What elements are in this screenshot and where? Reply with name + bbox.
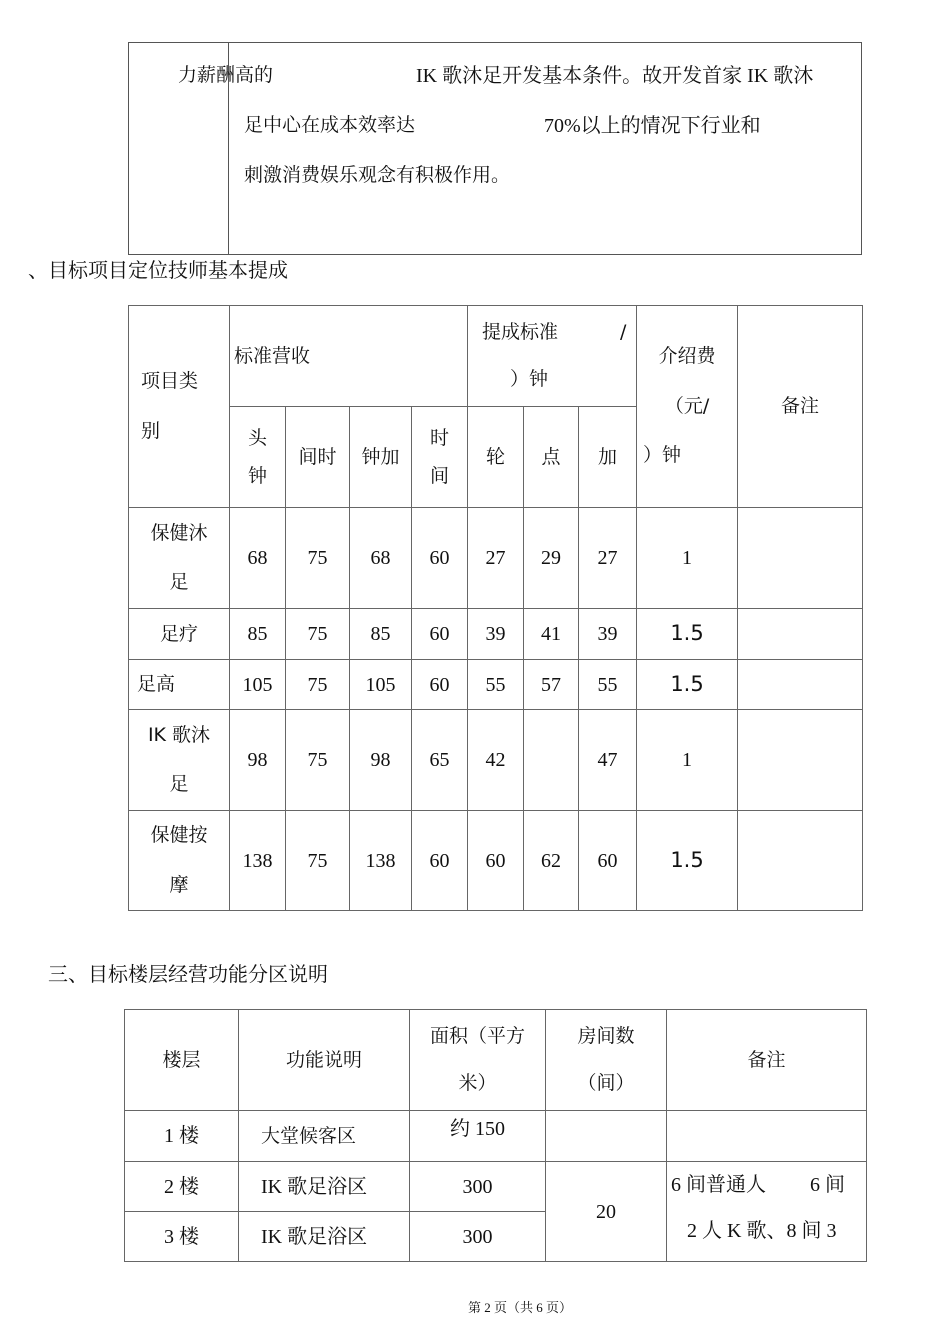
- value-cell: [524, 710, 579, 811]
- value-cell: 60: [412, 609, 468, 660]
- value-cell: 29: [524, 508, 579, 609]
- note-cell: [738, 508, 863, 609]
- commission-table: [128, 305, 863, 911]
- section2-title: 、目标项目定位技师基本提成: [28, 258, 288, 282]
- subheader-interval: 间时: [286, 407, 350, 508]
- intro-fee-cell: 1: [637, 508, 738, 609]
- function-cell: 大堂候客区: [239, 1111, 410, 1162]
- value-cell: 57: [524, 660, 579, 710]
- area-cell: 300: [410, 1162, 546, 1212]
- value-cell: 75: [286, 508, 350, 609]
- floor-cell: 2 楼: [125, 1162, 239, 1212]
- value-cell: 75: [286, 609, 350, 660]
- value-cell: 60: [412, 811, 468, 911]
- value-cell: 98: [350, 710, 412, 811]
- item-name-cell: 足高: [129, 660, 230, 710]
- top-line2-a: 足中心在成本效率达: [244, 114, 416, 136]
- value-cell: 138: [230, 811, 286, 911]
- intro-fee-cell: 1.5: [637, 609, 738, 660]
- item-name-cell: 保健沐 足: [129, 508, 230, 609]
- value-cell: 138: [350, 811, 412, 911]
- page-footer: 第 2 页（共 6 页）: [468, 1300, 573, 1315]
- header-note-s3: 备注: [667, 1010, 867, 1111]
- value-cell: 62: [524, 811, 579, 911]
- area-cell: 约 150: [410, 1111, 546, 1162]
- value-cell: 68: [350, 508, 412, 609]
- top-line1-a: 力薪酬高的: [178, 64, 274, 86]
- subheader-time: 时 间: [412, 407, 468, 508]
- floor-function-table: [124, 1009, 867, 1262]
- value-cell: 39: [468, 609, 524, 660]
- value-cell: 55: [579, 660, 637, 710]
- table-row: [129, 609, 863, 660]
- item-name-cell: IK 歌沐 足: [129, 710, 230, 811]
- function-cell: IK 歌足浴区: [239, 1162, 410, 1212]
- table-row: [129, 811, 863, 911]
- header-floor: 楼层: [125, 1010, 239, 1111]
- note-cell: [738, 609, 863, 660]
- top-line3: 刺激消费娱乐观念有积极作用。: [244, 164, 511, 186]
- note-cell: [738, 811, 863, 911]
- value-cell: 75: [286, 710, 350, 811]
- subheader-head-clock: 头 钟: [230, 407, 286, 508]
- top-line1-b: IK 歌沐足开发基本条件。故开发首家 IK 歌沐: [416, 65, 814, 87]
- value-cell: 42: [468, 710, 524, 811]
- value-cell: 105: [230, 660, 286, 710]
- subheader-rotation: 轮: [468, 407, 524, 508]
- header-intro-fee: 介绍费 （元/ ）钟: [637, 306, 738, 508]
- floor-cell: 3 楼: [125, 1212, 239, 1262]
- value-cell: 60: [468, 811, 524, 911]
- header-function: 功能说明: [239, 1010, 410, 1111]
- value-cell: 27: [579, 508, 637, 609]
- value-cell: 75: [286, 811, 350, 911]
- rooms-merged-cell: 20: [546, 1162, 667, 1262]
- intro-fee-cell: 1.5: [637, 660, 738, 710]
- header-rooms: 房间数 （间）: [546, 1010, 667, 1111]
- table-row: [129, 508, 863, 609]
- note-cell-empty: [667, 1111, 867, 1162]
- note-merged-cell: 6 间普通人 6 间 2 人 K 歌、8 间 3: [667, 1162, 867, 1262]
- value-cell: 85: [350, 609, 412, 660]
- subheader-point: 点: [524, 407, 579, 508]
- top-line2-b: 70%以上的情况下行业和: [544, 115, 761, 137]
- value-cell: 39: [579, 609, 637, 660]
- intro-fee-cell: 1.5: [637, 811, 738, 911]
- value-cell: 105: [350, 660, 412, 710]
- header-area: 面积（平方 米）: [410, 1010, 546, 1111]
- function-cell: IK 歌足浴区: [239, 1212, 410, 1262]
- subheader-clock-add: 钟加: [350, 407, 412, 508]
- note-cell: [738, 710, 863, 811]
- area-cell: 300: [410, 1212, 546, 1262]
- value-cell: 75: [286, 660, 350, 710]
- value-cell: 47: [579, 710, 637, 811]
- value-cell: 68: [230, 508, 286, 609]
- header-item-category: 项目类 别: [129, 306, 230, 508]
- subheader-add: 加: [579, 407, 637, 508]
- value-cell: 65: [412, 710, 468, 811]
- floor-cell: 1 楼: [125, 1111, 239, 1162]
- rooms-cell-empty: [546, 1111, 667, 1162]
- value-cell: 60: [579, 811, 637, 911]
- value-cell: 60: [412, 660, 468, 710]
- item-name-cell: 保健按 摩: [129, 811, 230, 911]
- item-name-cell: 足疗: [129, 609, 230, 660]
- value-cell: 27: [468, 508, 524, 609]
- header-standard-income: 标准营收: [230, 306, 468, 407]
- note-cell: [738, 660, 863, 710]
- header-commission: 提成标准 / ）钟: [468, 306, 637, 407]
- header-note: 备注: [738, 306, 863, 508]
- value-cell: 41: [524, 609, 579, 660]
- intro-fee-cell: 1: [637, 710, 738, 811]
- value-cell: 85: [230, 609, 286, 660]
- section3-title: 三、目标楼层经营功能分区说明: [48, 962, 328, 986]
- value-cell: 55: [468, 660, 524, 710]
- value-cell: 98: [230, 710, 286, 811]
- table-row: [129, 660, 863, 710]
- value-cell: 60: [412, 508, 468, 609]
- table-row: [129, 710, 863, 811]
